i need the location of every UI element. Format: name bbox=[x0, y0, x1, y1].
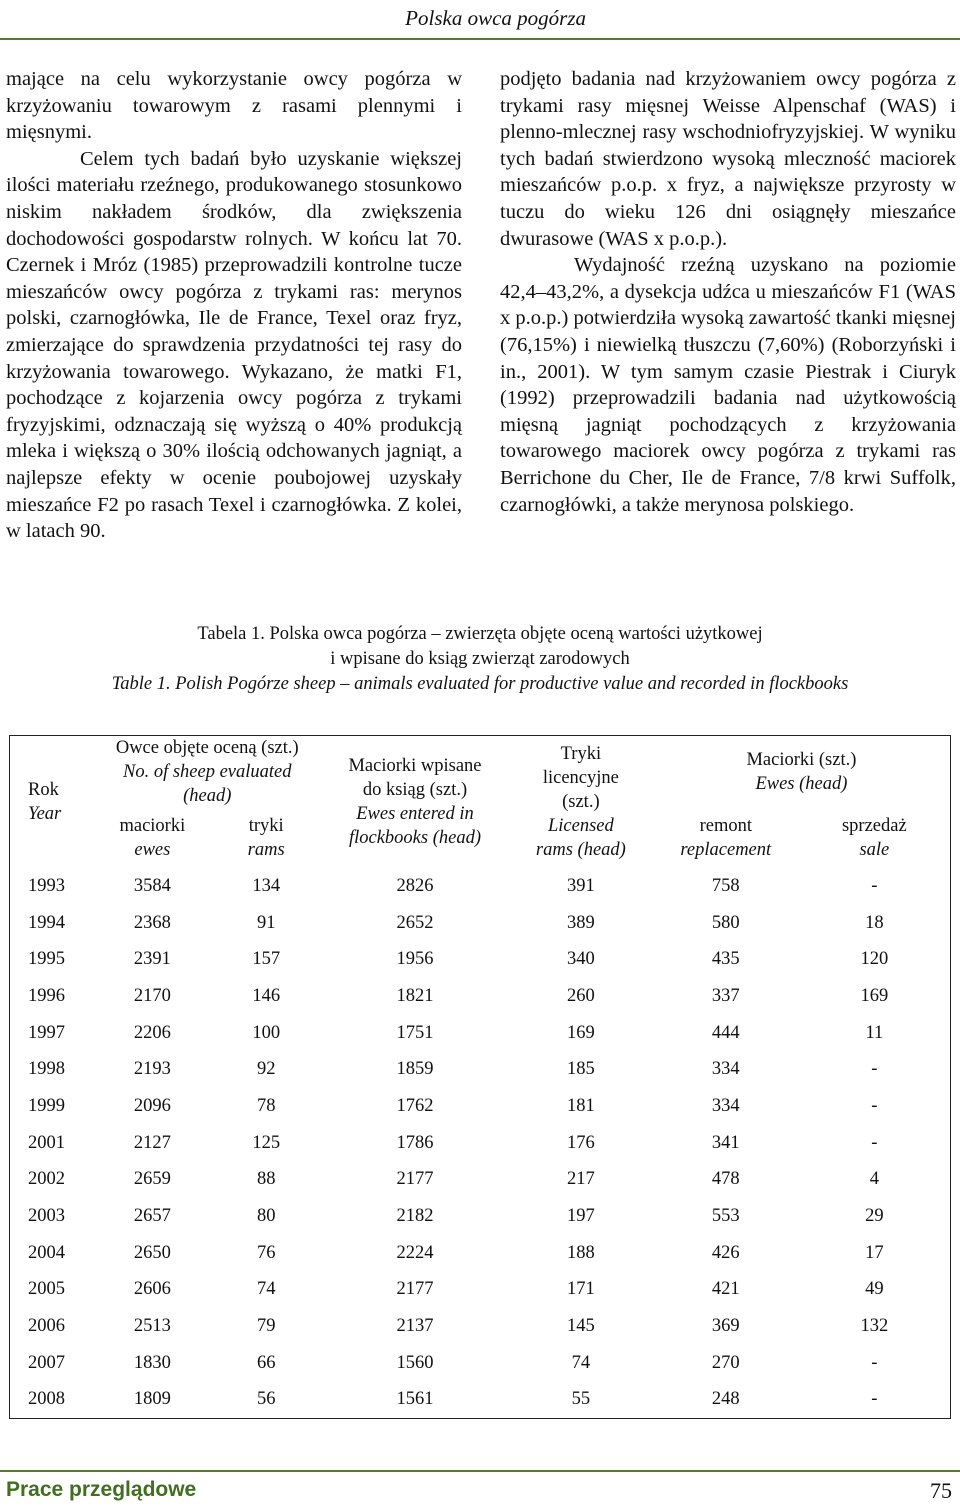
table-row bbox=[10, 1051, 951, 1088]
table-cell: 1993 bbox=[28, 875, 65, 896]
table-row bbox=[10, 941, 951, 978]
table-cell: 260 bbox=[566, 985, 595, 1006]
table-header bbox=[10, 736, 951, 869]
table-cell: 2007 bbox=[28, 1352, 65, 1373]
table-cell: 79 bbox=[256, 1316, 276, 1337]
header-owce: Owce objęte oceną (szt.) bbox=[115, 738, 299, 758]
table-cell: - bbox=[871, 1352, 878, 1373]
table-cell: 341 bbox=[711, 1132, 740, 1153]
table-row bbox=[10, 1308, 951, 1345]
header-tryki bbox=[211, 808, 321, 868]
caption-en: Table 1. Polish Pogórze sheep – animals evaluated for productive value and recorded in flockbooks bbox=[111, 674, 849, 694]
left-column bbox=[6, 66, 462, 545]
table-cell: 248 bbox=[711, 1389, 740, 1410]
table-cell: 2606 bbox=[133, 1279, 171, 1300]
table-cell: 2826 bbox=[396, 875, 434, 896]
footer-rule bbox=[0, 1470, 960, 1472]
header-maciorki-szt: Maciorki (szt.) bbox=[746, 750, 857, 770]
table-cell: 100 bbox=[252, 1022, 281, 1043]
table-cell: 389 bbox=[566, 912, 595, 933]
table-cell: 2170 bbox=[133, 985, 171, 1006]
header-wpisane-en: Ewes entered in flockbooks (head) bbox=[348, 804, 481, 848]
page-header bbox=[0, 0, 960, 40]
table-cell: 391 bbox=[566, 875, 595, 896]
header-ewes-en: ewes bbox=[134, 840, 171, 860]
table-cell: 197 bbox=[566, 1206, 595, 1227]
table-cell: 171 bbox=[566, 1279, 595, 1300]
caption-pl-line-2: i wpisane do ksiąg zwierząt zarodowych bbox=[330, 649, 630, 669]
table-cell: 74 bbox=[571, 1352, 591, 1373]
table-cell: 2005 bbox=[28, 1279, 65, 1300]
table-cell: 444 bbox=[711, 1022, 740, 1043]
table-cell: 2650 bbox=[133, 1242, 171, 1263]
table-cell: 2224 bbox=[396, 1242, 434, 1263]
table-cell: 1809 bbox=[133, 1389, 171, 1410]
table-cell: 2368 bbox=[133, 912, 171, 933]
table-cell: 78 bbox=[256, 1095, 276, 1116]
table-cell: 2096 bbox=[133, 1095, 171, 1116]
table-cell: 2006 bbox=[28, 1316, 65, 1337]
table-cell: 2008 bbox=[28, 1389, 65, 1410]
header-year-en: Year bbox=[28, 804, 62, 824]
table-cell: 2513 bbox=[133, 1316, 171, 1337]
table-cell: 2001 bbox=[28, 1132, 65, 1153]
left-paragraph-1: mające na celu wykorzystanie owcy pogórza w krzyżowaniu towarowym z rasami plennymi i mięsnymi. bbox=[6, 68, 462, 144]
table-cell: 74 bbox=[256, 1279, 276, 1300]
header-rule bbox=[0, 38, 960, 40]
table-cell: 2206 bbox=[133, 1022, 171, 1043]
table-cell: 270 bbox=[711, 1352, 740, 1373]
table-cell: 56 bbox=[256, 1389, 276, 1410]
table-cell: 125 bbox=[252, 1132, 281, 1153]
header-licensed-rams bbox=[509, 736, 653, 869]
section-label: Prace przeglądowe bbox=[6, 1478, 197, 1501]
table-cell: 132 bbox=[860, 1316, 889, 1337]
table-row bbox=[10, 1345, 951, 1382]
right-column bbox=[500, 66, 956, 518]
header-remont bbox=[653, 808, 799, 868]
table-cell: 1956 bbox=[396, 949, 434, 970]
table-row bbox=[10, 978, 951, 1015]
table-row bbox=[10, 1015, 951, 1052]
table-cell: 169 bbox=[566, 1022, 595, 1043]
table-cell: 1996 bbox=[28, 985, 65, 1006]
table-cell: 92 bbox=[256, 1059, 276, 1080]
table-cell: - bbox=[871, 1059, 878, 1080]
header-maciorki-pl: maciorki bbox=[119, 816, 186, 836]
table-cell: 146 bbox=[252, 985, 281, 1006]
table-cell: 553 bbox=[711, 1206, 740, 1227]
header-rams-en: rams bbox=[247, 840, 285, 860]
right-paragraph-1: podjęto badania nad krzyżowaniem owcy pogórza z trykami rasy mięsnej Weisse Alpenschaf (WAS) i plenno-mlecznej rasy wschodniofryzyjskiej. W wyniku tych badań stwierdzono wysoką mleczność maciorek mieszańców p.o.p. x fryz, a największe przyrosty w tuczu do wieku 126 dni osiągnęły mieszańce dwurasowe (WAS x p.o.p.). bbox=[500, 68, 956, 250]
right-paragraph-2: Wydajność rzeźną uzyskano na poziomie 42,4–43,2%, a dysekcja udźca u mieszańców F1 (WAS x p.o.p.) potwierdziła wysoką zawartość tkanki mięsnej (76,15%) i niewielką tłuszczu (7,60%) (Roborzyński i in., 2001). W tym samym czasie Piestrak i Ciuryk (1992) przeprowadzili badania nad użytkowością mięsną jagniąt pochodzących z krzyżowania towarowego maciorek owcy pogórza z trykami ras Berrichone du Cher, Ile de France, 7/8 krwi Suffolk, czarnogłówki, a także merynosa polskiego. bbox=[500, 254, 956, 516]
header-ewes-head: Ewes (head) bbox=[755, 774, 848, 794]
header-tryki-pl: tryki bbox=[248, 816, 284, 836]
header-ewes-entered bbox=[321, 736, 509, 869]
table-cell: 188 bbox=[566, 1242, 595, 1263]
table-caption bbox=[0, 622, 960, 697]
table-cell: 1560 bbox=[396, 1352, 434, 1373]
table-cell: 1786 bbox=[396, 1132, 434, 1153]
table-cell: 426 bbox=[711, 1242, 740, 1263]
table-cell: 1999 bbox=[28, 1095, 65, 1116]
page-number: 75 bbox=[930, 1478, 952, 1503]
running-title: Polska owca pogórza bbox=[405, 6, 586, 30]
table-cell: 1997 bbox=[28, 1022, 65, 1043]
table-cell: 55 bbox=[571, 1389, 591, 1410]
header-maciorki bbox=[93, 808, 211, 868]
table-cell: 478 bbox=[711, 1169, 740, 1190]
table-cell: 1998 bbox=[28, 1059, 65, 1080]
header-tryki-lic-en: Licensed rams (head) bbox=[535, 816, 626, 860]
table-cell: 1994 bbox=[28, 912, 65, 933]
table-cell: 2177 bbox=[396, 1169, 434, 1190]
table-row bbox=[10, 1235, 951, 1272]
table-row bbox=[10, 1382, 951, 1419]
table-cell: - bbox=[871, 1389, 878, 1410]
table-cell: - bbox=[871, 875, 878, 896]
header-sale-en: sale bbox=[859, 840, 890, 860]
table-row bbox=[10, 868, 951, 905]
table-cell: 176 bbox=[566, 1132, 595, 1153]
table-row bbox=[10, 1125, 951, 1162]
table-body bbox=[10, 868, 951, 1419]
table-cell: 11 bbox=[865, 1022, 884, 1043]
table-cell: 2127 bbox=[133, 1132, 171, 1153]
table-cell: 3584 bbox=[133, 875, 171, 896]
table-cell: 145 bbox=[566, 1316, 595, 1337]
table-row bbox=[10, 1272, 951, 1309]
table-cell: 435 bbox=[711, 949, 740, 970]
table-cell: 2193 bbox=[133, 1059, 171, 1080]
table-cell: 88 bbox=[256, 1169, 276, 1190]
table-cell: 66 bbox=[256, 1352, 276, 1373]
table-cell: 2002 bbox=[28, 1169, 65, 1190]
table-cell: 2657 bbox=[133, 1206, 171, 1227]
table-cell: 91 bbox=[256, 912, 276, 933]
left-paragraph-2: Celem tych badań było uzyskanie większej ilości materiału rzeźnego, produkowanego stosunkowo niskim nakładem środków, dla zwiększenia dochodowości gospodarstw rolnych. W końcu lat 70. Czernek i Mróz (1985) przeprowadzili kontrolne tucze mieszańców owcy pogórza z trykami ras: merynos polski, czarnogłówka, Ile de France, Texel oraz fryz, zmierzające do sprawdzenia przydatności tej rasy do krzyżowania towarowego. Wykazano, że matki F1, pochodzące z kojarzenia owcy pogórza z trykami fryzyjskimi, odznaczają się wyższą o 40% produkcją mleka i większą o 30% ilością odchowanych jagniąt, a najlepsze efekty w ocenie poubojowej uzyskały mieszańce F2 po rasach Texel i czarnogłówka. Z kolei, w latach 90. bbox=[6, 147, 462, 543]
table-cell: 369 bbox=[711, 1316, 740, 1337]
table-cell: 217 bbox=[566, 1169, 595, 1190]
table-cell: 17 bbox=[865, 1242, 884, 1263]
caption-pl-line-1: Tabela 1. Polska owca pogórza – zwierzęta objęte oceną wartości użytkowej bbox=[197, 624, 763, 644]
table-cell: 1830 bbox=[133, 1352, 171, 1373]
table-cell: 334 bbox=[711, 1059, 740, 1080]
data-table bbox=[9, 735, 951, 1419]
table-row bbox=[10, 1088, 951, 1125]
table-cell: 1859 bbox=[396, 1059, 434, 1080]
table-cell: 120 bbox=[860, 949, 889, 970]
header-year bbox=[10, 736, 94, 869]
table-cell: 1561 bbox=[396, 1389, 434, 1410]
table-row bbox=[10, 1162, 951, 1199]
table-cell: 4 bbox=[869, 1169, 879, 1190]
table-cell: - bbox=[871, 1095, 878, 1116]
table-cell: 2003 bbox=[28, 1206, 65, 1227]
header-wpisane: Maciorki wpisane do ksiąg (szt.) bbox=[348, 756, 482, 800]
table-cell: 49 bbox=[865, 1279, 884, 1300]
table-cell: 580 bbox=[711, 912, 740, 933]
table-cell: 2177 bbox=[396, 1279, 434, 1300]
table-cell: 2137 bbox=[396, 1316, 434, 1337]
table-cell: 29 bbox=[865, 1206, 884, 1227]
header-sprzedaz bbox=[799, 808, 951, 868]
header-sprzedaz-pl: sprzedaż bbox=[841, 816, 907, 836]
page-footer bbox=[0, 1468, 960, 1508]
header-owce-en: No. of sheep evaluated (head) bbox=[123, 762, 292, 806]
header-sheep-evaluated bbox=[93, 736, 321, 809]
table-cell: 2182 bbox=[396, 1206, 434, 1227]
table-cell: 334 bbox=[711, 1095, 740, 1116]
table-cell: 2004 bbox=[28, 1242, 65, 1263]
table-cell: 337 bbox=[711, 985, 740, 1006]
table-cell: 1995 bbox=[28, 949, 65, 970]
table-cell: 2652 bbox=[396, 912, 434, 933]
table-cell: 340 bbox=[566, 949, 595, 970]
header-replacement-en: replacement bbox=[680, 840, 772, 860]
table-cell: 1821 bbox=[396, 985, 434, 1006]
header-remont-pl: remont bbox=[699, 816, 752, 836]
table-cell: 1751 bbox=[396, 1022, 434, 1043]
table-cell: 185 bbox=[566, 1059, 595, 1080]
header-tryki-lic: Tryki licencyjne (szt.) bbox=[542, 744, 619, 812]
table-row bbox=[10, 1198, 951, 1235]
table-cell: 134 bbox=[252, 875, 281, 896]
table-cell: 2391 bbox=[133, 949, 171, 970]
table-cell: 169 bbox=[860, 985, 889, 1006]
table-cell: - bbox=[871, 1132, 878, 1153]
table-cell: 2659 bbox=[133, 1169, 171, 1190]
table-row bbox=[10, 905, 951, 942]
header-ewes bbox=[653, 736, 951, 809]
header-rok: Rok bbox=[28, 780, 59, 800]
table-cell: 18 bbox=[865, 912, 884, 933]
table-cell: 157 bbox=[252, 949, 281, 970]
table-cell: 181 bbox=[566, 1095, 595, 1116]
table-cell: 421 bbox=[711, 1279, 740, 1300]
table-cell: 80 bbox=[256, 1206, 276, 1227]
table-cell: 758 bbox=[711, 875, 740, 896]
table-cell: 1762 bbox=[396, 1095, 434, 1116]
table-cell: 76 bbox=[256, 1242, 276, 1263]
